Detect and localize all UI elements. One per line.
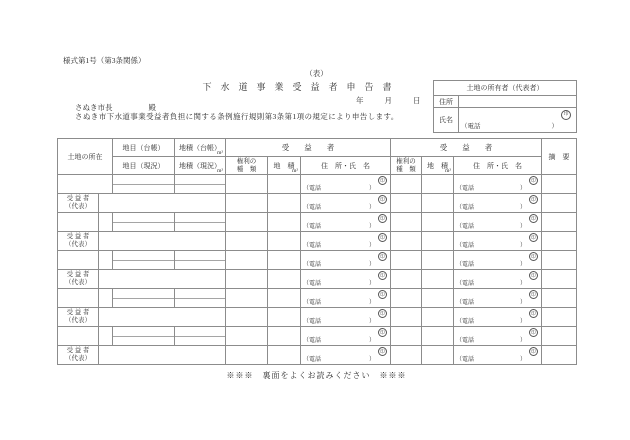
declaration-sentence: さぬき市下水道事業受益者負担に関する条例施行規則第3条第1項の規定により申告します。	[75, 112, 399, 121]
beneficiary-table	[57, 138, 577, 365]
cell-address-name-2: 印 （電話 ）	[454, 175, 542, 194]
cell-land-location	[58, 213, 99, 232]
cell-area-1	[268, 251, 301, 270]
addressee-honorific: 殿	[148, 103, 156, 112]
cell-area-2	[422, 232, 454, 251]
col-header-right-type-2: 権利の 種 類	[391, 157, 422, 175]
seal-icon: 印	[378, 309, 387, 318]
cell-right-type-2	[391, 289, 422, 308]
cell-area-1	[268, 327, 301, 346]
cell-area-1	[268, 346, 301, 365]
seal-icon: 印	[529, 214, 538, 223]
cell-address-name-2: 印 （電話 ）	[454, 251, 542, 270]
cell-address-name-1: 印 （電話 ）	[301, 232, 391, 251]
form-number: 様式第1号（第3条関係）	[63, 56, 146, 65]
footer-note: ※※※ 裏面をよくお読みください ※※※	[226, 371, 407, 380]
representative-row-2	[58, 232, 577, 251]
cell-area-2	[422, 270, 454, 289]
cell-right-type-2	[391, 327, 422, 346]
cell-land-location	[58, 327, 99, 346]
cell-representative-entry	[99, 346, 226, 365]
cell-area-1	[268, 232, 301, 251]
page-title: 下 水 道 事 業 受 益 者 申 告 書	[202, 82, 392, 92]
owner-address-label: 住所	[434, 96, 459, 107]
seal-icon: 印	[529, 328, 538, 337]
area-unit-label: m²	[217, 150, 223, 156]
representative-row-1	[58, 194, 577, 213]
cell-representative-entry	[99, 232, 226, 251]
col-header-land-category-register: 地目（台帳）	[113, 139, 175, 157]
cell-right-type-2	[391, 213, 422, 232]
header-row-2	[58, 157, 577, 175]
cell-address-name-2: 印 （電話 ）	[454, 194, 542, 213]
cell-remarks	[542, 175, 577, 194]
owner-phone-open: （電話	[461, 123, 481, 130]
col-header-land-area-current: 地積（現況） m²	[175, 157, 226, 175]
cell-area-2	[422, 308, 454, 327]
cell-remarks	[542, 289, 577, 308]
cell-address-name-1: 印 （電話 ）	[301, 346, 391, 365]
cell-area-2	[422, 251, 454, 270]
col-header-address-name-2: 住 所・氏 名	[454, 157, 542, 175]
cell-land-area	[175, 175, 226, 194]
col-header-beneficiary-2: 受 益 者	[391, 139, 542, 157]
cell-right-type-1	[226, 270, 268, 289]
cell-address-name-1: 印 （電話 ）	[301, 213, 391, 232]
cell-land-category	[113, 289, 175, 308]
seal-icon: 印	[529, 271, 538, 280]
cell-area-2	[422, 175, 454, 194]
seal-icon: 印	[378, 176, 387, 185]
cell-address-name-1: 印 （電話 ）	[301, 251, 391, 270]
cell-right-type-1	[226, 308, 268, 327]
cell-address-name-1: 印 （電話 ）	[301, 175, 391, 194]
cell-representative-entry	[99, 308, 226, 327]
cell-area-2	[422, 213, 454, 232]
cell-land-location-sub	[99, 289, 113, 308]
cell-remarks	[542, 213, 577, 232]
land-row-3	[58, 251, 577, 270]
cell-right-type-1	[226, 194, 268, 213]
cell-remarks	[542, 194, 577, 213]
cell-land-area	[175, 213, 226, 232]
seal-icon: 印	[529, 233, 538, 242]
cell-land-area	[175, 327, 226, 346]
cell-remarks	[542, 232, 577, 251]
cell-address-name-2: 印 （電話 ）	[454, 289, 542, 308]
cell-area-2	[422, 194, 454, 213]
cell-remarks	[542, 270, 577, 289]
cell-right-type-1	[226, 327, 268, 346]
cell-address-name-2: 印 （電話 ）	[454, 346, 542, 365]
owner-name-label: 氏名	[434, 108, 459, 132]
area-unit-label: m²	[292, 168, 298, 174]
cell-address-name-2: 印 （電話 ）	[454, 327, 542, 346]
seal-icon: 印	[529, 309, 538, 318]
cell-right-type-1	[226, 213, 268, 232]
cell-area-1	[268, 213, 301, 232]
cell-remarks	[542, 346, 577, 365]
owner-name-row	[434, 108, 576, 132]
representative-label: 受 益 者 （代表）	[58, 194, 99, 213]
cell-area-2	[422, 327, 454, 346]
cell-address-name-2: 印 （電話 ）	[454, 270, 542, 289]
cell-land-location-sub	[99, 327, 113, 346]
cell-right-type-1	[226, 251, 268, 270]
col-header-remarks: 摘 要	[542, 139, 577, 175]
cell-land-category	[113, 175, 175, 194]
cell-area-1	[268, 270, 301, 289]
owner-address-row	[434, 96, 576, 108]
land-row-5	[58, 327, 577, 346]
representative-row-5	[58, 346, 577, 365]
cell-representative-entry	[99, 270, 226, 289]
date-line: 年 月 日	[356, 96, 423, 105]
seal-icon: 印	[378, 271, 387, 280]
seal-icon: 印	[378, 214, 387, 223]
area-unit-label: m²	[445, 168, 452, 174]
cell-land-location-sub	[99, 213, 113, 232]
land-row-2	[58, 213, 577, 232]
cell-area-1	[268, 194, 301, 213]
col-header-land-location: 土地の所在	[58, 139, 113, 175]
cell-land-area	[175, 251, 226, 270]
beneficiary-table-wrap	[57, 138, 577, 365]
land-row-4	[58, 289, 577, 308]
seal-icon: 印	[529, 252, 538, 261]
cell-land-category	[113, 213, 175, 232]
owner-address-value	[459, 96, 576, 107]
representative-row-4	[58, 308, 577, 327]
cell-area-1	[268, 175, 301, 194]
land-owner-box	[433, 80, 577, 133]
col-header-area-2: 地 積 m²	[422, 157, 454, 175]
cell-address-name-2: 印 （電話 ）	[454, 232, 542, 251]
seal-icon: 印	[561, 110, 571, 120]
cell-representative-entry	[99, 194, 226, 213]
addressee-name: さぬき市長	[75, 103, 113, 112]
seal-icon: 印	[378, 290, 387, 299]
cell-right-type-1	[226, 289, 268, 308]
col-header-beneficiary-1: 受 益 者	[226, 139, 391, 157]
cell-land-location-sub	[99, 251, 113, 270]
cell-land-location	[58, 175, 113, 194]
cell-area-2	[422, 346, 454, 365]
seal-icon: 印	[378, 195, 387, 204]
cell-address-name-2: 印 （電話 ）	[454, 213, 542, 232]
col-header-address-name-1: 住 所・氏 名	[301, 157, 391, 175]
representative-row-3	[58, 270, 577, 289]
cell-address-name-1: 印 （電話 ）	[301, 270, 391, 289]
seal-icon: 印	[529, 176, 538, 185]
cell-right-type-2	[391, 308, 422, 327]
representative-label: 受 益 者 （代表）	[58, 270, 99, 289]
cell-area-2	[422, 289, 454, 308]
cell-right-type-2	[391, 232, 422, 251]
representative-label: 受 益 者 （代表）	[58, 346, 99, 365]
cell-address-name-1: 印 （電話 ）	[301, 289, 391, 308]
cell-right-type-2	[391, 194, 422, 213]
seal-icon: 印	[529, 347, 538, 356]
seal-icon: 印	[529, 195, 538, 204]
cell-land-category	[113, 251, 175, 270]
land-row-1	[58, 175, 577, 194]
cell-remarks	[542, 308, 577, 327]
cell-right-type-1	[226, 232, 268, 251]
cell-remarks	[542, 251, 577, 270]
cell-right-type-1	[226, 175, 268, 194]
seal-icon: 印	[378, 233, 387, 242]
seal-icon: 印	[529, 290, 538, 299]
cell-right-type-2	[391, 270, 422, 289]
owner-phone-close: ）	[551, 123, 558, 130]
cell-address-name-1: 印 （電話 ）	[301, 194, 391, 213]
cell-address-name-2: 印 （電話 ）	[454, 308, 542, 327]
cell-remarks	[542, 327, 577, 346]
cell-land-category	[113, 327, 175, 346]
cell-right-type-2	[391, 346, 422, 365]
cell-right-type-2	[391, 251, 422, 270]
cell-land-location	[58, 251, 99, 270]
representative-label: 受 益 者 （代表）	[58, 308, 99, 327]
cell-right-type-2	[391, 175, 422, 194]
seal-icon: 印	[378, 347, 387, 356]
cell-address-name-1: 印 （電話 ）	[301, 327, 391, 346]
cell-right-type-1	[226, 346, 268, 365]
cell-land-area	[175, 289, 226, 308]
cell-area-1	[268, 289, 301, 308]
seal-icon: 印	[378, 328, 387, 337]
col-header-land-category-current: 地目（現況）	[113, 157, 175, 175]
seal-icon: 印	[378, 252, 387, 261]
area-unit-label: m²	[217, 168, 223, 174]
cell-land-location	[58, 289, 99, 308]
header-row-1	[58, 139, 577, 157]
col-header-right-type-1: 権利の 種 類	[226, 157, 268, 175]
sheet-side-label: （表）	[305, 69, 328, 78]
owner-box-title: 土地の所有者（代表者）	[434, 81, 576, 96]
col-header-land-area-register: 地積（台帳） m²	[175, 139, 226, 157]
col-header-area-1: 地 積 m²	[268, 157, 301, 175]
cell-area-1	[268, 308, 301, 327]
cell-address-name-1: 印 （電話 ）	[301, 308, 391, 327]
representative-label: 受 益 者 （代表）	[58, 232, 99, 251]
owner-name-value	[459, 108, 576, 132]
